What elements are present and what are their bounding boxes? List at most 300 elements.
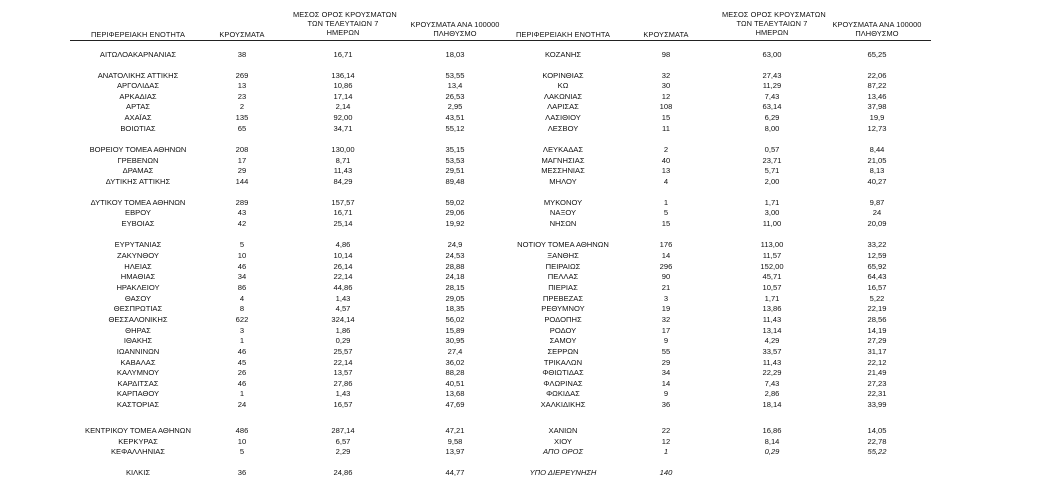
table-row bbox=[0, 389, 1052, 399]
cell-cases: 38 bbox=[237, 50, 247, 59]
cell-name: ΥΠΟ ΔΙΕΡΕΥΝΗΣΗ bbox=[529, 468, 597, 477]
header-cases-left: ΚΡΟΥΣΜΑΤΑ bbox=[219, 30, 265, 39]
cell-cases: 108 bbox=[659, 102, 673, 111]
cell-avg7: 25,14 bbox=[333, 219, 353, 228]
cell-per100k: 22,19 bbox=[867, 304, 887, 313]
cell-name: ΦΛΩΡΙΝΑΣ bbox=[543, 379, 583, 388]
header-avg7-line3: ΗΜΕΡΩΝ bbox=[326, 28, 360, 37]
cell-cases: 140 bbox=[659, 468, 673, 477]
cell-per100k: 22,31 bbox=[867, 389, 887, 398]
cell-avg7: 1,71 bbox=[764, 198, 780, 207]
cell-cases: 55 bbox=[661, 347, 671, 356]
cell-avg7: 8,71 bbox=[335, 156, 351, 165]
cell-name: ΣΑΜΟΥ bbox=[549, 336, 577, 345]
cell-per100k: 87,22 bbox=[867, 81, 887, 90]
cell-cases: 4 bbox=[663, 177, 669, 186]
cell-avg7: 92,00 bbox=[333, 113, 353, 122]
cell-cases: 4 bbox=[239, 294, 245, 303]
header-per100k-left bbox=[400, 20, 510, 38]
table-row bbox=[0, 283, 1052, 293]
cell-name: ΦΩΚΙΔΑΣ bbox=[546, 389, 580, 398]
cell-avg7: 11,43 bbox=[762, 315, 782, 324]
header-avg7-line2: ΤΩΝ ΤΕΛΕΥΤΑΙΩΝ 7 bbox=[736, 19, 808, 28]
cell-cases: 23 bbox=[237, 92, 247, 101]
cell-name: ΙΘΑΚΗΣ bbox=[123, 336, 153, 345]
cell-cases: 13 bbox=[661, 166, 671, 175]
cell-avg7: 11,00 bbox=[762, 219, 782, 228]
cell-name: ΛΕΥΚΑΔΑΣ bbox=[542, 145, 584, 154]
cell-avg7: 25,57 bbox=[333, 347, 353, 356]
cell-name: ΗΛΕΙΑΣ bbox=[124, 262, 152, 271]
cell-name: ΓΡΕΒΕΝΩΝ bbox=[117, 156, 159, 165]
cell-name: ΚΑΡΠΑΘΟΥ bbox=[116, 389, 160, 398]
cell-name: ΛΑΣΙΘΙΟΥ bbox=[545, 113, 581, 122]
cell-name: ΔΥΤΙΚΗΣ ΑΤΤΙΚΗΣ bbox=[105, 177, 171, 186]
cell-per100k: 36,02 bbox=[445, 358, 465, 367]
header-divider-right bbox=[510, 40, 931, 41]
cell-name: ΠΡΕΒΕΖΑΣ bbox=[542, 294, 584, 303]
cell-cases: 86 bbox=[237, 283, 247, 292]
cell-name: ΚΙΛΚΙΣ bbox=[125, 468, 151, 477]
cell-cases: 17 bbox=[661, 326, 671, 335]
cell-avg7: 4,86 bbox=[335, 240, 351, 249]
cell-cases: 15 bbox=[661, 219, 671, 228]
header-region-right: ΠΕΡΙΦΕΡΕΙΑΚΗ ΕΝΟΤΗΤΑ bbox=[516, 30, 610, 39]
cell-avg7: 6,57 bbox=[335, 437, 351, 446]
cell-avg7: 27,86 bbox=[333, 379, 353, 388]
cell-avg7: 0,29 bbox=[764, 447, 780, 456]
cell-name: ΑΡΤΑΣ bbox=[126, 102, 150, 111]
cell-cases: 46 bbox=[237, 379, 247, 388]
cell-per100k: 56,02 bbox=[445, 315, 465, 324]
cell-per100k: 37,98 bbox=[867, 102, 887, 111]
table-row bbox=[0, 294, 1052, 304]
table-row bbox=[0, 368, 1052, 378]
cell-per100k: 47,21 bbox=[445, 426, 465, 435]
cell-cases: 12 bbox=[661, 437, 671, 446]
cell-name: ΘΕΣΠΡΩΤΙΑΣ bbox=[113, 304, 163, 313]
cell-cases: 90 bbox=[661, 272, 671, 281]
cell-cases: 5 bbox=[239, 447, 245, 456]
cell-per100k: 44,77 bbox=[445, 468, 465, 477]
cell-per100k: 22,06 bbox=[867, 71, 887, 80]
cell-avg7: 11,43 bbox=[762, 358, 782, 367]
cell-name: ΕΥΡΥΤΑΝΙΑΣ bbox=[114, 240, 162, 249]
cell-cases: 289 bbox=[235, 198, 249, 207]
cell-cases: 46 bbox=[237, 262, 247, 271]
cell-name: ΑΙΤΩΛΟΑΚΑΡΝΑΝΙΑΣ bbox=[99, 50, 177, 59]
cell-name: ΤΡΙΚΑΛΩΝ bbox=[543, 358, 583, 367]
cell-cases: 486 bbox=[235, 426, 249, 435]
cell-cases: 29 bbox=[661, 358, 671, 367]
cell-name: ΔΥΤΙΚΟΥ ΤΟΜΕΑ ΑΘΗΝΩΝ bbox=[90, 198, 186, 207]
header-per100k-line2: ΠΛΗΘΥΣΜΟ bbox=[433, 29, 477, 38]
cell-avg7: 157,57 bbox=[331, 198, 355, 207]
cell-cases: 5 bbox=[663, 208, 669, 217]
table-row bbox=[0, 145, 1052, 155]
header-avg7-line1: ΜΕΣΟΣ ΟΡΟΣ ΚΡΟΥΣΜΑΤΩΝ bbox=[293, 10, 397, 19]
cell-per100k: 40,51 bbox=[445, 379, 465, 388]
cell-avg7: 1,71 bbox=[764, 294, 780, 303]
header-divider-left bbox=[70, 40, 510, 41]
cell-cases: 42 bbox=[237, 219, 247, 228]
cell-cases: 2 bbox=[663, 145, 669, 154]
cell-per100k: 22,12 bbox=[867, 358, 887, 367]
cell-per100k: 59,02 bbox=[445, 198, 465, 207]
header-per100k-right bbox=[822, 20, 932, 38]
table-row bbox=[0, 113, 1052, 123]
table-row bbox=[0, 426, 1052, 436]
cell-cases: 32 bbox=[661, 71, 671, 80]
cell-per100k: 28,56 bbox=[867, 315, 887, 324]
table-row bbox=[0, 272, 1052, 282]
cell-avg7: 22,14 bbox=[333, 272, 353, 281]
cell-cases: 269 bbox=[235, 71, 249, 80]
cell-name: ΠΕΛΛΑΣ bbox=[547, 272, 579, 281]
cell-cases: 9 bbox=[663, 336, 669, 345]
cell-per100k: 18,03 bbox=[445, 50, 465, 59]
cell-name: ΡΕΘΥΜΝΟΥ bbox=[541, 304, 585, 313]
cell-per100k: 24,18 bbox=[445, 272, 465, 281]
cell-cases: 19 bbox=[661, 304, 671, 313]
cell-per100k: 2,95 bbox=[447, 102, 463, 111]
cell-avg7: 152,00 bbox=[760, 262, 784, 271]
cell-avg7: 7,43 bbox=[764, 92, 780, 101]
cell-cases: 1 bbox=[239, 336, 245, 345]
header-avg7-right bbox=[722, 10, 826, 37]
cell-cases: 21 bbox=[661, 283, 671, 292]
cell-name: ΖΑΚΥΝΘΟΥ bbox=[117, 251, 159, 260]
cell-per100k: 27,4 bbox=[447, 347, 463, 356]
cell-per100k: 88,28 bbox=[445, 368, 465, 377]
cell-avg7: 287,14 bbox=[331, 426, 355, 435]
cell-per100k: 24,9 bbox=[447, 240, 463, 249]
cell-name: ΝΟΤΙΟΥ ΤΟΜΕΑ ΑΘΗΝΩΝ bbox=[517, 240, 609, 249]
cell-name: ΜΑΓΝΗΣΙΑΣ bbox=[541, 156, 585, 165]
cell-name: ΑΧΑΪΑΣ bbox=[124, 113, 152, 122]
cell-per100k: 35,15 bbox=[445, 145, 465, 154]
cell-cases: 32 bbox=[661, 315, 671, 324]
cell-avg7: 136,14 bbox=[331, 71, 355, 80]
cell-per100k: 8,44 bbox=[869, 145, 885, 154]
cell-per100k: 55,22 bbox=[867, 447, 887, 456]
cell-cases: 24 bbox=[237, 400, 247, 409]
cell-name: ΠΕΙΡΑΙΩΣ bbox=[545, 262, 581, 271]
cell-avg7: 2,00 bbox=[764, 177, 780, 186]
cell-avg7: 63,00 bbox=[762, 50, 782, 59]
cell-name: ΝΗΣΩΝ bbox=[549, 219, 577, 228]
cell-per100k: 14,05 bbox=[867, 426, 887, 435]
cell-name: ΚΟΡΙΝΘΙΑΣ bbox=[542, 71, 584, 80]
header-per100k-line1: ΚΡΟΥΣΜΑΤΑ ΑΝΑ 100000 bbox=[832, 20, 922, 29]
cell-cases: 98 bbox=[661, 50, 671, 59]
table-row bbox=[0, 166, 1052, 176]
cell-per100k: 13,46 bbox=[867, 92, 887, 101]
cell-per100k: 19,9 bbox=[869, 113, 885, 122]
cell-name: ΚΟΖΑΝΗΣ bbox=[544, 50, 582, 59]
table-row bbox=[0, 347, 1052, 357]
cell-cases: 9 bbox=[663, 389, 669, 398]
cell-avg7: 18,14 bbox=[762, 400, 782, 409]
cell-avg7: 3,00 bbox=[764, 208, 780, 217]
cell-cases: 36 bbox=[237, 468, 247, 477]
cell-cases: 14 bbox=[661, 379, 671, 388]
cell-cases: 34 bbox=[237, 272, 247, 281]
header-avg7-left bbox=[293, 10, 397, 37]
cell-name: ΚΕΝΤΡΙΚΟΥ ΤΟΜΕΑ ΑΘΗΝΩΝ bbox=[85, 426, 191, 435]
cell-name: ΚΕΦΑΛΛΗΝΙΑΣ bbox=[110, 447, 166, 456]
cell-cases: 1 bbox=[663, 447, 669, 456]
table-row bbox=[0, 124, 1052, 134]
cell-per100k: 40,27 bbox=[867, 177, 887, 186]
cell-name: ΘΑΣΟΥ bbox=[124, 294, 152, 303]
header-region-left: ΠΕΡΙΦΕΡΕΙΑΚΗ ΕΝΟΤΗΤΑ bbox=[91, 30, 185, 39]
cell-avg7: 4,57 bbox=[335, 304, 351, 313]
cell-avg7: 10,14 bbox=[333, 251, 353, 260]
cell-avg7: 63,14 bbox=[762, 102, 782, 111]
cell-cases: 2 bbox=[239, 102, 245, 111]
cell-avg7: 22,29 bbox=[762, 368, 782, 377]
table-row bbox=[0, 400, 1052, 410]
cell-per100k: 43,51 bbox=[445, 113, 465, 122]
cell-per100k: 30,95 bbox=[445, 336, 465, 345]
cell-name: ΗΜΑΘΙΑΣ bbox=[120, 272, 156, 281]
cell-per100k: 15,89 bbox=[445, 326, 465, 335]
cell-per100k: 9,58 bbox=[447, 437, 463, 446]
cell-per100k: 20,09 bbox=[867, 219, 887, 228]
cell-avg7: 16,71 bbox=[333, 208, 353, 217]
cell-cases: 3 bbox=[239, 326, 245, 335]
table-row bbox=[0, 208, 1052, 218]
cell-cases: 29 bbox=[237, 166, 247, 175]
cell-avg7: 2,29 bbox=[335, 447, 351, 456]
cell-avg7: 1,43 bbox=[335, 389, 351, 398]
table-row bbox=[0, 102, 1052, 112]
cell-avg7: 2,14 bbox=[335, 102, 351, 111]
table-row bbox=[0, 262, 1052, 272]
header-avg7-line2: ΤΩΝ ΤΕΛΕΥΤΑΙΩΝ 7 bbox=[307, 19, 379, 28]
cell-per100k: 12,59 bbox=[867, 251, 887, 260]
cell-name: ΗΡΑΚΛΕΙΟΥ bbox=[116, 283, 160, 292]
table-row bbox=[0, 447, 1052, 457]
cell-name: ΚΑΛΥΜΝΟΥ bbox=[116, 368, 160, 377]
cell-per100k: 13,97 bbox=[445, 447, 465, 456]
cell-per100k: 13,68 bbox=[445, 389, 465, 398]
cell-cases: 14 bbox=[661, 251, 671, 260]
cell-avg7: 11,57 bbox=[762, 251, 782, 260]
header-per100k-line1: ΚΡΟΥΣΜΑΤΑ ΑΝΑ 100000 bbox=[410, 20, 500, 29]
header-avg7-line3: ΗΜΕΡΩΝ bbox=[755, 28, 789, 37]
cell-name: ΚΕΡΚΥΡΑΣ bbox=[118, 437, 158, 446]
cell-name: ΣΕΡΡΩΝ bbox=[547, 347, 579, 356]
cell-cases: 296 bbox=[659, 262, 673, 271]
cell-avg7: 5,71 bbox=[764, 166, 780, 175]
cell-cases: 17 bbox=[237, 156, 247, 165]
cell-avg7: 8,00 bbox=[764, 124, 780, 133]
table-row bbox=[0, 240, 1052, 250]
cell-name: ΜΗΛΟΥ bbox=[549, 177, 577, 186]
cell-avg7: 13,14 bbox=[762, 326, 782, 335]
cell-cases: 40 bbox=[661, 156, 671, 165]
cell-avg7: 13,57 bbox=[333, 368, 353, 377]
cell-avg7: 34,71 bbox=[333, 124, 353, 133]
cell-cases: 12 bbox=[661, 92, 671, 101]
cell-avg7: 24,86 bbox=[333, 468, 353, 477]
table-row bbox=[0, 71, 1052, 81]
table-row bbox=[0, 219, 1052, 229]
cell-per100k: 26,53 bbox=[445, 92, 465, 101]
cell-cases: 11 bbox=[662, 124, 670, 133]
cell-per100k: 21,49 bbox=[867, 368, 887, 377]
table-row bbox=[0, 177, 1052, 187]
cell-cases: 1 bbox=[663, 198, 669, 207]
cell-per100k: 64,43 bbox=[867, 272, 887, 281]
cell-name: ΠΙΕΡΙΑΣ bbox=[548, 283, 578, 292]
cell-cases: 45 bbox=[237, 358, 247, 367]
cell-per100k: 33,22 bbox=[867, 240, 887, 249]
cell-cases: 22 bbox=[661, 426, 671, 435]
cell-per100k: 29,51 bbox=[445, 166, 465, 175]
cell-name: ΚΑΣΤΟΡΙΑΣ bbox=[116, 400, 160, 409]
table-row bbox=[0, 379, 1052, 389]
table-row bbox=[0, 315, 1052, 325]
cell-avg7: 130,00 bbox=[331, 145, 355, 154]
cell-per100k: 24,53 bbox=[445, 251, 465, 260]
cell-cases: 144 bbox=[235, 177, 249, 186]
cell-name: ΑΝΑΤΟΛΙΚΗΣ ΑΤΤΙΚΗΣ bbox=[97, 71, 179, 80]
cell-per100k: 47,69 bbox=[445, 400, 465, 409]
cell-per100k: 33,99 bbox=[867, 400, 887, 409]
cell-per100k: 55,12 bbox=[445, 124, 465, 133]
cell-cases: 30 bbox=[661, 81, 671, 90]
cell-per100k: 5,22 bbox=[869, 294, 885, 303]
cell-avg7: 1,43 bbox=[335, 294, 351, 303]
cell-cases: 13 bbox=[237, 81, 247, 90]
cell-per100k: 27,23 bbox=[867, 379, 887, 388]
cell-name: ΞΑΝΘΗΣ bbox=[547, 251, 579, 260]
cell-cases: 36 bbox=[661, 400, 671, 409]
cell-per100k: 31,17 bbox=[867, 347, 887, 356]
cell-per100k: 21,05 bbox=[867, 156, 887, 165]
cell-avg7: 0,57 bbox=[764, 145, 780, 154]
cell-per100k: 29,05 bbox=[445, 294, 465, 303]
cell-name: ΜΕΣΣΗΝΙΑΣ bbox=[541, 166, 585, 175]
cell-per100k: 65,92 bbox=[867, 262, 887, 271]
cell-per100k: 9,87 bbox=[869, 198, 885, 207]
cell-name: ΛΑΚΩΝΙΑΣ bbox=[543, 92, 583, 101]
table-row bbox=[0, 468, 1052, 478]
cell-name: ΧΑΝΙΩΝ bbox=[548, 426, 578, 435]
header-avg7-line1: ΜΕΣΟΣ ΟΡΟΣ ΚΡΟΥΣΜΑΤΩΝ bbox=[722, 10, 826, 19]
cell-avg7: 44,86 bbox=[333, 283, 353, 292]
cell-avg7: 324,14 bbox=[331, 315, 355, 324]
cell-name: ΡΟΔΟΥ bbox=[549, 326, 577, 335]
cell-name: ΧΑΛΚΙΔΙΚΗΣ bbox=[540, 400, 586, 409]
cell-per100k: 29,06 bbox=[445, 208, 465, 217]
table-row bbox=[0, 326, 1052, 336]
cell-name: ΔΡΑΜΑΣ bbox=[122, 166, 154, 175]
cell-avg7: 7,43 bbox=[764, 379, 780, 388]
cell-avg7: 4,29 bbox=[764, 336, 780, 345]
cell-avg7: 2,86 bbox=[764, 389, 780, 398]
cell-avg7: 10,57 bbox=[762, 283, 782, 292]
cell-name: ΑΡΚΑΔΙΑΣ bbox=[119, 92, 157, 101]
cell-cases: 34 bbox=[661, 368, 671, 377]
cell-avg7: 33,57 bbox=[762, 347, 782, 356]
cell-avg7: 8,14 bbox=[764, 437, 780, 446]
cell-name: ΙΩΑΝΝΙΝΩΝ bbox=[116, 347, 160, 356]
cell-name: ΛΕΣΒΟΥ bbox=[547, 124, 579, 133]
cell-avg7: 16,57 bbox=[333, 400, 353, 409]
cell-per100k: 13,4 bbox=[447, 81, 463, 90]
table-row bbox=[0, 437, 1052, 447]
cell-name: ΜΥΚΟΝΟΥ bbox=[543, 198, 583, 207]
cell-cases: 135 bbox=[235, 113, 249, 122]
cell-name: ΘΗΡΑΣ bbox=[125, 326, 151, 335]
cell-name: ΛΑΡΙΣΑΣ bbox=[547, 102, 579, 111]
cell-per100k: 14,19 bbox=[867, 326, 887, 335]
table-row bbox=[0, 198, 1052, 208]
cell-per100k: 65,25 bbox=[867, 50, 887, 59]
cell-avg7: 6,29 bbox=[764, 113, 780, 122]
cell-avg7: 13,86 bbox=[762, 304, 782, 313]
cell-cases: 208 bbox=[235, 145, 249, 154]
cell-per100k: 53,55 bbox=[445, 71, 465, 80]
cell-avg7: 0,29 bbox=[335, 336, 351, 345]
cell-avg7: 22,14 bbox=[333, 358, 353, 367]
cell-cases: 8 bbox=[239, 304, 245, 313]
cell-name: ΚΩ bbox=[557, 81, 569, 90]
cell-name: ΕΥΒΟΙΑΣ bbox=[121, 219, 155, 228]
cell-name: ΚΑΒΑΛΑΣ bbox=[120, 358, 156, 367]
cell-cases: 46 bbox=[237, 347, 247, 356]
cell-per100k: 19,92 bbox=[445, 219, 465, 228]
cell-name: ΧΙΟΥ bbox=[554, 437, 572, 446]
table-row bbox=[0, 50, 1052, 60]
cell-avg7: 45,71 bbox=[762, 272, 782, 281]
cell-cases: 176 bbox=[659, 240, 673, 249]
cell-avg7: 113,00 bbox=[760, 240, 784, 249]
cell-name: ΡΟΔΟΠΗΣ bbox=[544, 315, 582, 324]
table-row bbox=[0, 156, 1052, 166]
cell-name: ΕΒΡΟΥ bbox=[125, 208, 151, 217]
cell-avg7: 11,29 bbox=[762, 81, 782, 90]
table-row bbox=[0, 92, 1052, 102]
cell-cases: 10 bbox=[237, 437, 247, 446]
cell-per100k: 27,29 bbox=[867, 336, 887, 345]
cell-avg7: 84,29 bbox=[333, 177, 353, 186]
table-row bbox=[0, 251, 1052, 261]
cell-cases: 3 bbox=[663, 294, 669, 303]
cell-name: ΒΟΡΕΙΟΥ ΤΟΜΕΑ ΑΘΗΝΩΝ bbox=[89, 145, 187, 154]
cell-name: ΦΘΙΩΤΙΔΑΣ bbox=[542, 368, 584, 377]
header-cases-right: ΚΡΟΥΣΜΑΤΑ bbox=[643, 30, 689, 39]
cell-cases: 65 bbox=[237, 124, 247, 133]
cell-avg7: 23,71 bbox=[762, 156, 782, 165]
cell-per100k: 28,88 bbox=[445, 262, 465, 271]
cell-avg7: 26,14 bbox=[333, 262, 353, 271]
cell-per100k: 18,35 bbox=[445, 304, 465, 313]
cell-avg7: 1,86 bbox=[335, 326, 351, 335]
cell-name: ΒΟΙΩΤΙΑΣ bbox=[120, 124, 156, 133]
cell-per100k: 28,15 bbox=[445, 283, 465, 292]
cell-cases: 5 bbox=[239, 240, 245, 249]
table-row bbox=[0, 336, 1052, 346]
cell-per100k: 8,13 bbox=[869, 166, 885, 175]
cell-avg7: 16,86 bbox=[762, 426, 782, 435]
cell-name: ΑΠΟ ΟΡΟΣ bbox=[542, 447, 583, 456]
cell-avg7: 16,71 bbox=[333, 50, 353, 59]
